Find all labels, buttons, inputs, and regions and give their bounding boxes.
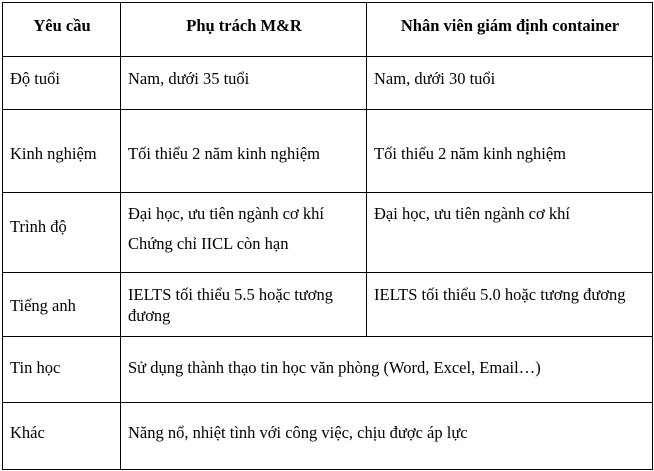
- cell-mr-experience: Tối thiểu 2 năm kinh nghiệm: [121, 110, 367, 193]
- table-row: [3, 57, 653, 110]
- table-row: [3, 403, 653, 470]
- requirements-table: [2, 2, 653, 470]
- header-container-surveyor: Nhân viên giám định container: [367, 3, 653, 57]
- cell-surveyor-age: Nam, dưới 30 tuổi: [367, 57, 653, 110]
- cell-mr-education: [121, 193, 367, 273]
- table-row: [3, 273, 653, 337]
- table-row: [3, 193, 653, 273]
- cell-other: Năng nổ, nhiệt tình với công việc, chịu được áp lực: [121, 403, 653, 470]
- cell-surveyor-experience: Tối thiểu 2 năm kinh nghiệm: [367, 110, 653, 193]
- row-label-education: Trình độ: [3, 193, 121, 273]
- cell-mr-age: Nam, dưới 35 tuổi: [121, 57, 367, 110]
- row-label-it-skills: Tin học: [3, 337, 121, 403]
- row-label-experience: Kinh nghiệm: [3, 110, 121, 193]
- cell-surveyor-english: IELTS tối thiểu 5.0 hoặc tương đương: [367, 273, 653, 337]
- table-header-row: [3, 3, 653, 57]
- cell-surveyor-education: Đại học, ưu tiên ngành cơ khí: [367, 193, 653, 273]
- header-requirement: Yêu cầu: [3, 3, 121, 57]
- cell-mr-english: IELTS tối thiểu 5.5 hoặc tương đương: [121, 273, 367, 337]
- mr-education-certificate: Chứng chỉ IICL còn hạn: [128, 234, 289, 253]
- row-label-other: Khác: [3, 403, 121, 470]
- header-mr-lead: Phụ trách M&R: [121, 3, 367, 57]
- cell-it-skills: Sử dụng thành thạo tin học văn phòng (Word, Excel, Email…): [121, 337, 653, 403]
- table-row: [3, 110, 653, 193]
- mr-education-degree: Đại học, ưu tiên ngành cơ khí: [128, 204, 324, 223]
- row-label-age: Độ tuổi: [3, 57, 121, 110]
- table-row: [3, 337, 653, 403]
- row-label-english: Tiếng anh: [3, 273, 121, 337]
